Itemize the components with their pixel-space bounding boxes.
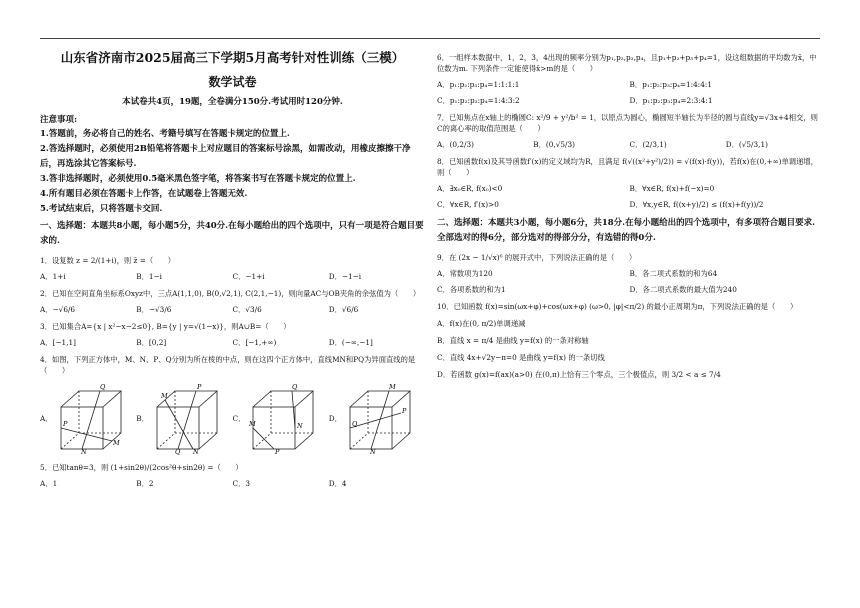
- svg-text:P: P: [401, 407, 407, 415]
- option: A．1+i: [40, 272, 66, 281]
- question-6-options-row2: [437, 95, 822, 106]
- question-7-options: [437, 139, 822, 150]
- figure-label: B．: [136, 414, 149, 423]
- option: A．f(x)在(0, π/2)单调递减: [437, 319, 526, 328]
- exam-subject: 数学试卷: [208, 75, 257, 89]
- cube-figure-b: [136, 382, 232, 456]
- question-1-options: [40, 271, 425, 282]
- svg-text:M: M: [160, 392, 168, 400]
- notes-heading: 注意事项:: [40, 115, 78, 125]
- option: B．[0,2]: [136, 338, 167, 347]
- svg-text:N: N: [192, 448, 199, 455]
- figure-label: C．: [232, 414, 246, 423]
- question-4-figures: [40, 382, 425, 456]
- option: D．∀x,y∈R, f((x+y)/2) ≤ (f(x)+f(y))/2: [629, 200, 764, 209]
- option: A．[−1,1]: [40, 338, 76, 347]
- option: D．若函数 g(x)=f(ax)(a>0) 在(0,π)上恰有三个零点，三个极值点，则 3/2 < a ≤ 7/4: [437, 370, 721, 379]
- question-4: 4．如图，下列正方体中，M、N、P、Q分别为所在棱的中点，则在这四个正方体中，直线MN和PQ为异面直线的是（ ）: [40, 355, 416, 375]
- question-2: 2．已知在空间直角坐标系Oxyz中，三点A(1,1,0), B(0,√2,1), C(2,1,−1)，则向量AC与OB夹角的余弦值为（ ）: [40, 289, 421, 298]
- question-8-options: [437, 183, 822, 194]
- question-5: 5．已知tanθ=3，则 (1+sin2θ)/(2cos²θ+sin2θ) =（ ）: [40, 463, 243, 472]
- option: A．p₁:p₂:p₃:p₄=1:1:1:1: [437, 80, 520, 89]
- option: D．√6/6: [328, 305, 359, 314]
- option: C．(2/3,1): [629, 140, 667, 149]
- question-1: 1．设复数 z = 2/(1+i)，则 z̄ =（ ）: [40, 256, 176, 265]
- section-one-heading: 一、选择题：本题共8小题，每小题5分，共40分.在每小题给出的四个选项中，只有一项是符合题目要求的.: [40, 221, 424, 246]
- question-9: 9．在 (2x − 1/√x)⁶ 的展开式中，下列说法正确的是（ ）: [437, 253, 637, 262]
- option: D．各二项式系数的最大值为240: [629, 285, 737, 294]
- exam-info: 本试卷共4页，19题，全卷满分150分.考试用时120分钟.: [122, 97, 343, 107]
- cube-diagram: [344, 383, 416, 455]
- svg-text:P: P: [62, 420, 67, 428]
- option: C．3: [232, 479, 251, 488]
- option: C．直线 4x+√2y−π=0 是曲线 y=f(x) 的一条切线: [437, 353, 605, 362]
- figure-label: A．: [40, 414, 53, 423]
- svg-text:N: N: [369, 448, 376, 455]
- option: C．−1+i: [232, 272, 265, 281]
- note-item: 5.考试结束后，只将答题卡交回.: [40, 204, 163, 214]
- question-8: 8．已知函数f(x)及其导函数f′(x)的定义域均为R，且满足 f(√((x²+y²)/2)) = √(f(x)·f(y))，若f(x)在(0,+∞)单调递增，则（ ）: [437, 157, 818, 177]
- question-9-options-row2: [437, 284, 822, 295]
- svg-text:M: M: [112, 439, 120, 447]
- question-2-options: [40, 304, 425, 315]
- svg-text:M: M: [388, 383, 396, 391]
- option: C．√3/6: [232, 305, 262, 314]
- option: C．p₁:p₂:p₃:p₄=1:4:3:2: [437, 96, 520, 105]
- option: D．−1−i: [328, 272, 362, 281]
- svg-text:N: N: [80, 448, 87, 455]
- cube-diagram: [151, 383, 223, 455]
- question-7: 7．已知焦点在x轴上的椭圆C: x²/9 + y²/b² = 1，以原点为圆心，椭圆短半轴长为半径的圆与直线y=√3x+4相交，则C的离心率的取值范围是（ ）: [437, 113, 818, 133]
- option: C．各项系数的和为1: [437, 285, 506, 294]
- option: B．(0,√5/3): [533, 140, 575, 149]
- question-10: 10．已知函数 f(x)=sin(ωx+φ)+cos(ωx+φ) (ω>0, |φ|<π/2) 的最小正周期为π，下列说法正确的是（ ）: [437, 302, 798, 311]
- note-item: 1.答题前，务必将自己的姓名、考籍号填写在答题卡规定的位置上.: [40, 129, 290, 139]
- question-6-options: [437, 79, 822, 90]
- svg-text:Q: Q: [174, 448, 181, 455]
- option: B．2: [136, 479, 154, 488]
- option: D．p₁:p₂:p₃:p₄=2:3:4:1: [629, 96, 713, 105]
- option: B．∀x∈R, f(x)+f(−x)=0: [629, 184, 715, 193]
- right-column: [437, 48, 822, 380]
- question-5-options: [40, 478, 425, 489]
- cube-diagram: [55, 383, 127, 455]
- svg-text:Q: Q: [292, 383, 298, 391]
- question-9-options: [437, 268, 822, 279]
- option: A．∃x₀∈R, f(x₀)<0: [437, 184, 503, 193]
- option: C．∀x∈R, f′(x)>0: [437, 200, 499, 209]
- option: B．直线 x = π/4 是曲线 y=f(x) 的一条对称轴: [437, 336, 589, 345]
- question-6: 6．一组样本数据中，1，2，3，4出现的频率分别为p₁,p₂,p₃,p₄，且p₁+p₂+p₃+p₄=1，设这组数据的平均数为x̄，中位数为m. 下列条件一定能使得x̄>m的是（ ）: [437, 53, 817, 73]
- note-item: 2.答选择题时，必须使用2B铅笔将答题卡上对应题目的答案标号涂黑，如需改动，用橡皮擦擦干净后，再选涂其它答案标号.: [40, 144, 411, 169]
- section-two-heading: 二、选择题：本题共3小题，每小题6分，共18分.在每小题给出的四个选项中，有多项符合题目要求.全部选对的得6分，部分选对的得部分分，有选错的得0分.: [437, 218, 816, 243]
- option: A．常数项为120: [437, 269, 493, 278]
- exam-title: 山东省济南市2025届高三下学期5月高考针对性训练（三模）: [60, 50, 405, 65]
- option: D．(√5/3,1): [725, 140, 768, 149]
- left-column: [40, 48, 425, 489]
- question-8-options-row2: [437, 199, 822, 210]
- option: D．4: [328, 479, 347, 488]
- header-rule: [40, 38, 820, 39]
- question-3-options: [40, 337, 425, 348]
- option: A．−√6/6: [40, 305, 76, 314]
- cube-diagram: [247, 383, 319, 455]
- option: A．1: [40, 479, 58, 488]
- svg-text:Q: Q: [351, 420, 358, 428]
- svg-text:N: N: [297, 422, 304, 430]
- cube-figure-c: [233, 382, 329, 456]
- note-item: 3.答非选择题时，必须使用0.5毫米黑色签字笔，将答案书写在答题卡规定的位置上.: [40, 174, 356, 184]
- question-3: 3．已知集合A={x | x²−x−2≤0}, B={y | y=√(1−x)}，则A∪B=（ ）: [40, 322, 291, 331]
- svg-text:M: M: [249, 420, 257, 428]
- option: B．p₁:p₂:p₃:p₄=1:4:4:1: [629, 80, 712, 89]
- note-item: 4.所有题目必须在答题卡上作答，在试题卷上答题无效.: [40, 189, 248, 199]
- svg-text:Q: Q: [99, 383, 105, 391]
- option: D．(−∞,−1]: [328, 338, 373, 347]
- option: C．[−1,+∞): [232, 338, 277, 347]
- option: A．(0,2/3): [437, 140, 474, 149]
- cube-figure-a: [40, 382, 136, 456]
- svg-text:P: P: [196, 383, 202, 391]
- option: B．−√3/6: [136, 305, 172, 314]
- option: B．1−i: [136, 272, 162, 281]
- figure-label: D．: [328, 414, 342, 423]
- svg-text:P: P: [275, 448, 280, 455]
- option: B．各二项式系数的和为64: [629, 269, 718, 278]
- cube-figure-d: [329, 382, 425, 456]
